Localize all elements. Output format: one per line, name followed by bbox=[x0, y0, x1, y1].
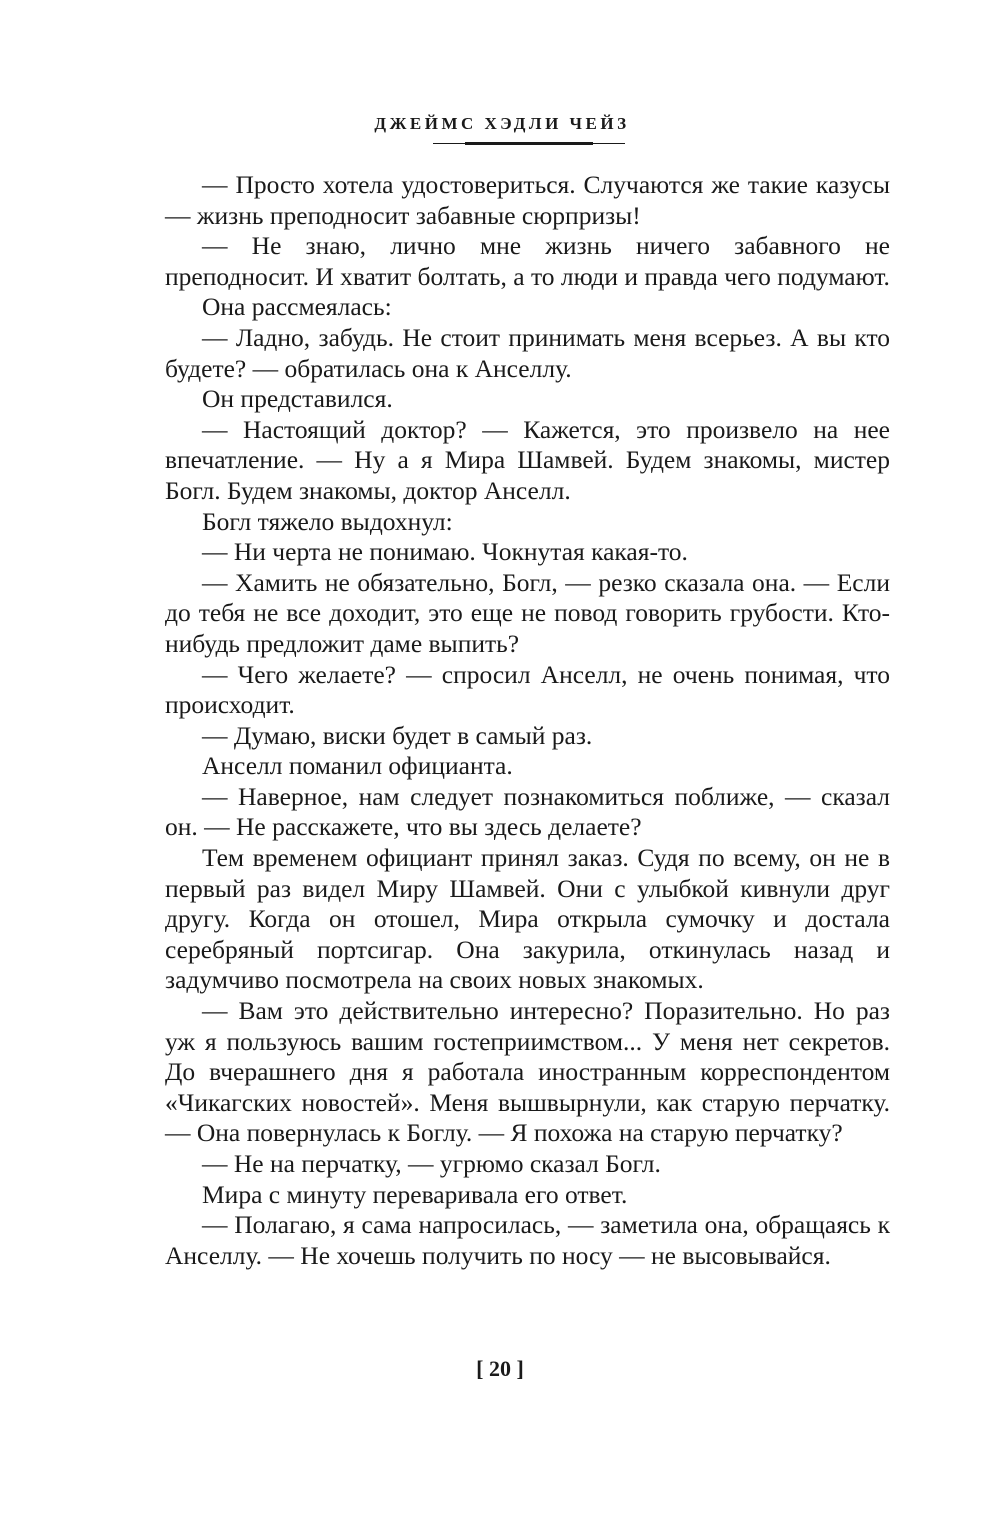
running-head bbox=[0, 113, 1000, 135]
paragraph: — Ни черта не понимаю. Чокнутая какая-то. bbox=[202, 537, 688, 567]
body-text bbox=[165, 170, 890, 1271]
paragraph: — Чего желаете? — спросил Анселл, не очень понимая, что происходит. bbox=[165, 659, 890, 720]
paragraph: — Не на перчатку, — угрюмо сказал Богл. bbox=[202, 1149, 661, 1178]
paragraph: — Просто хотела удостовериться. Случаются же такие казусы — жизнь преподносит забавные сюрпризы! bbox=[165, 170, 890, 230]
paragraph: — Вам это действительно интересно? Поразительно. Но раз уж я пользуюсь вашим гостеприимством... У меня нет секретов. До вчерашнего дня я работала иностранным корреспондентом «Чикагских новостей». Меня вышвырнули, как старую перчатку. — Она повернулась к Боглу. — Я похожа на старую перчатку? bbox=[165, 996, 890, 1148]
running-title: ДЖЕЙМС ХЭДЛИ ЧЕЙЗ bbox=[374, 114, 630, 133]
page-number: [ 20 ] bbox=[476, 1356, 524, 1381]
header-rule bbox=[465, 142, 593, 145]
paragraph: Мира с минуту переваривала его ответ. bbox=[202, 1179, 628, 1209]
paragraph: Анселл поманил официанта. bbox=[202, 751, 513, 781]
paragraph: Богл тяжело выдохнул: bbox=[202, 506, 453, 536]
paragraph: — Наверное, нам следует познакомиться поближе, — сказал он. — Не расскажете, что вы здесь делаете? bbox=[165, 781, 890, 842]
paragraph: — Думаю, виски будет в самый раз. bbox=[202, 720, 593, 750]
paragraph: — Настоящий доктор? — Кажется, это произвело на нее впечатление. — Ну а я Мира Шамвей. Будем знакомы, мистер Богл. Будем знакомы, доктор Анселл. bbox=[165, 414, 890, 505]
paragraph: — Полагаю, я сама напросилась, — заметила она, обращаясь к Анселлу. — Не хочешь получить по носу — не высовывайся. bbox=[165, 1210, 890, 1270]
paragraph: — Не знаю, лично мне жизнь ничего забавного не преподносит. И хватит болтать, а то люди и правда чего подумают. bbox=[165, 231, 890, 291]
paragraph: Она рассмеялась: bbox=[202, 292, 392, 322]
paragraph: — Ладно, забудь. Не стоит принимать меня всерьез. А вы кто будете? — обратилась она к Анселлу. bbox=[165, 322, 890, 383]
paragraph: Тем временем официант принял заказ. Судя по всему, он не в первый раз видел Миру Шамвей. Они с улыбкой кивнули друг другу. Когда он отошел, Мира открыла сумочку и достала серебряный портсигар. Она закурила, откинулась назад и задумчиво посмотрела на своих новых знакомых. bbox=[165, 843, 890, 995]
paragraph: — Хамить не обязательно, Богл, — резко сказала она. — Если до тебя не все доходит, это еще не повод говорить грубости. Кто-нибудь предложит даме выпить? bbox=[165, 567, 890, 658]
paragraph: Он представился. bbox=[202, 384, 393, 414]
